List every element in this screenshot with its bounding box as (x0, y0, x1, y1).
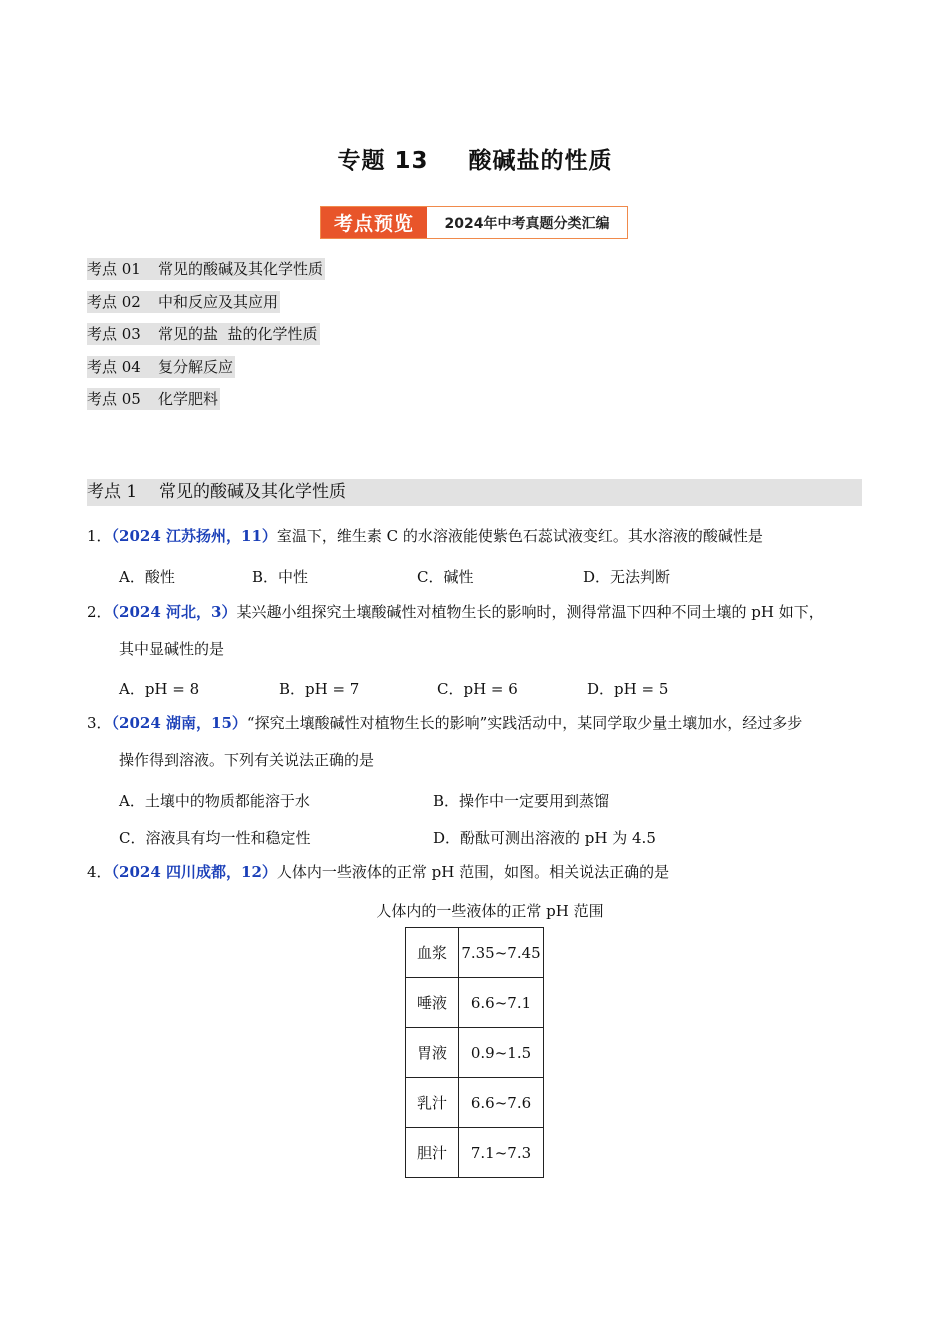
option-b[interactable]: B．pH = 7 (279, 680, 360, 698)
toc-item[interactable] (87, 291, 280, 313)
toc-label: 中和反应及其应用 (158, 292, 279, 311)
question-source: （2024 河北，3） (111, 603, 237, 621)
toc-label: 常见的盐 盐的化学性质 (158, 325, 318, 343)
table-caption: 人体内的一些液体的正常 pH 范围 (376, 902, 604, 920)
table-row (406, 978, 544, 1028)
page-title (0, 142, 950, 175)
option-d[interactable]: D．酚酞可测出溶液的 pH 为 4.5 (433, 829, 656, 847)
toc-item[interactable] (87, 323, 320, 345)
option-a[interactable]: A．酸性 (119, 568, 175, 586)
ph-range: 7.35~7.45 (459, 928, 544, 978)
toc-label: 复分解反应 (158, 357, 234, 376)
question-4 (87, 858, 877, 895)
question-3 (87, 709, 877, 783)
table-row (406, 1128, 544, 1178)
fluid-name: 乳汁 (406, 1078, 459, 1128)
section-heading (87, 479, 862, 506)
badge-left: 考点预览 (321, 207, 427, 238)
title-main: 酸碱盐的性质 (468, 148, 613, 174)
ph-range: 7.1~7.3 (459, 1128, 544, 1178)
question-text: 人体内一些液体的正常 pH 范围，如图。相关说法正确的是 (276, 863, 670, 881)
toc-code: 考点 01 (87, 260, 141, 278)
option-a[interactable]: A．土壤中的物质都能溶于水 (119, 792, 310, 810)
toc-item[interactable] (87, 356, 235, 378)
ph-range: 6.6~7.6 (459, 1078, 544, 1128)
question-text-cont: 操作得到溶液。下列有关说法正确的是 (119, 751, 375, 769)
toc-item[interactable] (87, 388, 220, 410)
ph-range: 0.9~1.5 (459, 1028, 544, 1078)
preview-badge (320, 206, 628, 239)
title-prefix: 专题 13 (337, 148, 429, 174)
question-source: （2024 江苏扬州，11） (111, 527, 277, 545)
question-text-cont: 其中显碱性的是 (119, 640, 225, 658)
section-label: 常见的酸碱及其化学性质 (159, 482, 346, 502)
toc-label: 常见的酸碱及其化学性质 (158, 260, 324, 278)
question-2 (87, 598, 877, 672)
option-d[interactable]: D．无法判断 (583, 568, 671, 586)
ph-table (405, 927, 544, 1178)
table-row (406, 1078, 544, 1128)
fluid-name: 血浆 (406, 928, 459, 978)
question-text: 某兴趣小组探究土壤酸碱性对植物生长的影响时，测得常温下四种不同土壤的 pH 如下， (236, 603, 824, 621)
toc-code: 考点 04 (87, 357, 141, 376)
question-source: （2024 湖南，15） (111, 714, 247, 732)
toc-item[interactable] (87, 258, 325, 280)
section-code: 考点 1 (87, 482, 138, 502)
toc-code: 考点 02 (87, 292, 141, 311)
option-b[interactable]: B．中性 (252, 568, 309, 586)
toc-list (87, 258, 325, 421)
table-row (406, 928, 544, 978)
question-text: “探究土壤酸碱性对植物生长的影响”实践活动中，某同学取少量土壤加水，经过多步 (246, 714, 803, 732)
question-source: （2024 四川成都，12） (111, 863, 277, 881)
toc-label: 化学肥料 (158, 390, 219, 408)
ph-range: 6.6~7.1 (459, 978, 544, 1028)
option-b[interactable]: B．操作中一定要用到蒸馏 (433, 792, 610, 810)
option-a[interactable]: A．pH = 8 (119, 680, 200, 698)
option-c[interactable]: C．pH = 6 (437, 680, 518, 698)
question-number: 2． (87, 603, 112, 621)
question-number: 4． (87, 863, 112, 881)
fluid-name: 唾液 (406, 978, 459, 1028)
toc-code: 考点 05 (87, 390, 141, 408)
option-c[interactable]: C．碱性 (417, 568, 474, 586)
fluid-name: 胃液 (406, 1028, 459, 1078)
question-1 (87, 522, 877, 559)
toc-code: 考点 03 (87, 325, 141, 343)
option-c[interactable]: C．溶液具有均一性和稳定性 (119, 829, 311, 847)
question-number: 1． (87, 527, 112, 545)
option-d[interactable]: D．pH = 5 (587, 680, 669, 698)
fluid-name: 胆汁 (406, 1128, 459, 1178)
badge-right: 2024年中考真题分类汇编 (444, 215, 610, 232)
table-row (406, 1028, 544, 1078)
question-number: 3． (87, 714, 112, 732)
question-text: 室温下，维生素 C 的水溶液能使紫色石蕊试液变红。其水溶液的酸碱性是 (276, 527, 763, 545)
